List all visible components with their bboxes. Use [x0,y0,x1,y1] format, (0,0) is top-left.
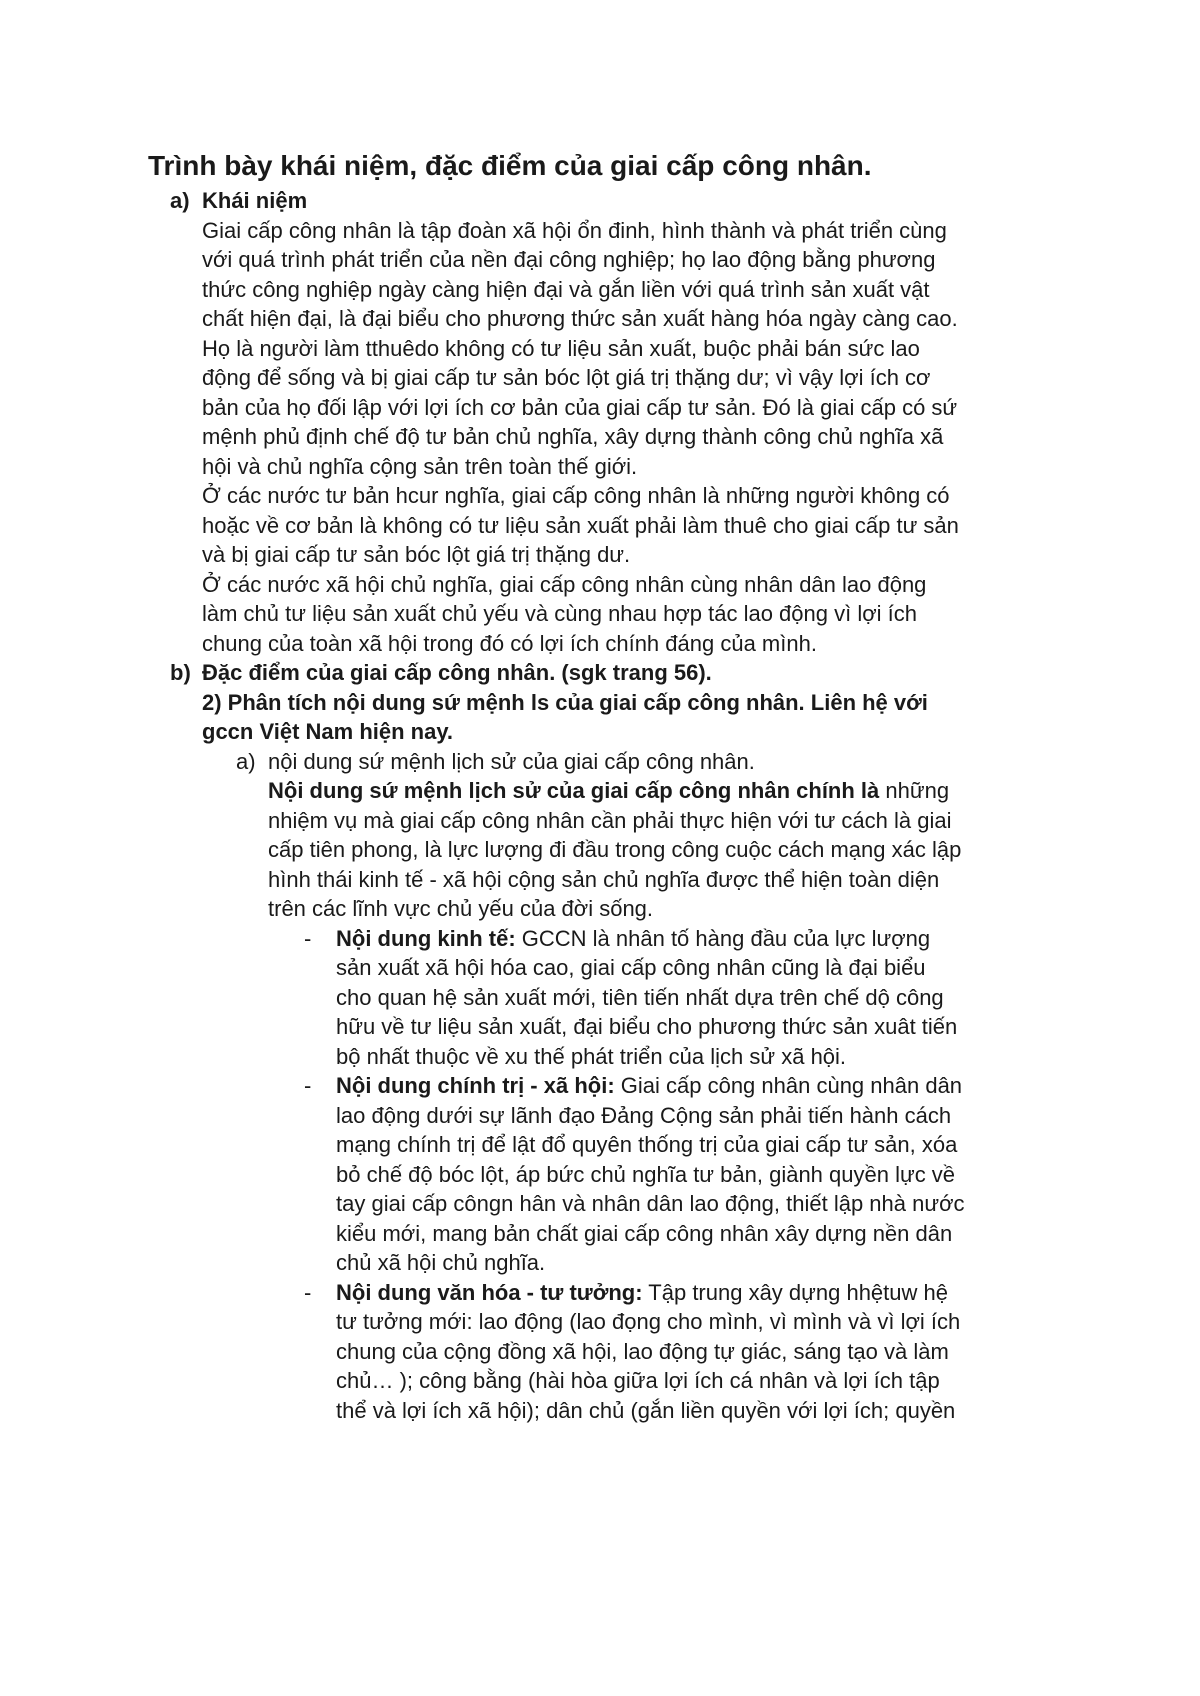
bullet-line: tay giai cấp côngn hân và nhân dân lao động, thiết lập nhà nước [336,1191,965,1216]
question-heading-line: gccn Việt Nam hiện nay. [202,719,454,744]
paragraph-line: với quá trình phát triển của nền đại công nghiệp; họ lao động bằng phương [202,247,936,272]
paragraph-line: chất hiện đại, là đại biểu cho phương thức sản xuất hàng hóa ngày càng cao. [202,306,958,331]
paragraph-line: hội và chủ nghĩa cộng sản trên toàn thế giới. [202,454,638,479]
bullet-line: hữu về tư liệu sản xuất, đại biểu cho phương thức sản xuât tiến [336,1014,958,1039]
intro-bold-text: Nội dung sứ mệnh lịch sử của giai cấp công nhân chính là [268,778,880,803]
bullet-dash: - [304,1073,312,1098]
paragraph-line: trên các lĩnh vực chủ yếu của đời sống. [268,896,654,921]
intro-rest-text: những [879,778,950,803]
bullet-label: Nội dung văn hóa - tư tưởng: [336,1280,643,1305]
paragraph-line: thức công nghiệp ngày càng hiện đại và gắn liền với quá trình sản xuất vật [202,277,930,302]
paragraph-line: Họ là người làm tthuêdo không có tư liệu sản xuất, buộc phải bán sức lao [202,336,920,361]
section-b-marker: b) [170,660,191,685]
bullet-line: sản xuất xã hội hóa cao, giai cấp công nhân cũng là đại biểu [336,955,926,980]
bullet-label: Nội dung kinh tế: [336,926,516,951]
bullet-first-line [336,1070,962,1102]
subsection-a-heading: nội dung sứ mệnh lịch sử của giai cấp công nhân. [268,749,755,774]
paragraph-line: nhiệm vụ mà giai cấp công nhân cần phải thực hiện với tư cách là giai [268,808,952,833]
bullet-line: chủ xã hội chủ nghĩa. [336,1250,546,1275]
bullet-line: chung của cộng đồng xã hội, lao động tự giác, sáng tạo và làm [336,1339,949,1364]
bullet-first-line [336,923,930,955]
bullet-line: thể và lợi ích xã hội); dân chủ (gắn liền quyền với lợi ích; quyền [336,1398,956,1423]
page-title: Trình bày khái niệm, đặc điểm của giai cấp công nhân. [148,150,872,181]
paragraph-line: chung của toàn xã hội trong đó có lợi ích chính đáng của mình. [202,631,817,656]
section-a-heading: Khái niệm [202,188,308,213]
bullet-line: bỏ chế độ bóc lột, áp bức chủ nghĩa tư bản, giành quyền lực về [336,1162,956,1187]
paragraph-line: hoặc về cơ bản là không có tư liệu sản xuất phải làm thuê cho giai cấp tư sản [202,513,959,538]
paragraph-line: mệnh phủ định chế độ tư bản chủ nghĩa, xây dựng thành công chủ nghĩa xã [202,424,944,449]
bullet-line: kiểu mới, mang bản chất giai cấp công nhân xây dựng nền dân [336,1221,953,1246]
bullet-dash: - [304,1280,312,1305]
section-b-heading: Đặc điểm của giai cấp công nhân. (sgk trang 56). [202,660,712,685]
bullet-line: chủ… ); công bằng (hài hòa giữa lợi ích cá nhân và lợi ích tập [336,1368,940,1393]
paragraph-line: Ở các nước tư bản hcur nghĩa, giai cấp công nhân là những người không có [202,483,950,508]
intro-line [268,775,949,807]
bullet-text: Tập trung xây dựng hhệtuw hệ [642,1280,948,1305]
paragraph-line: động để sống và bị giai cấp tư sản bóc lột giá trị thặng dư; vì vậy lợi ích cơ [202,365,931,390]
paragraph-line: hình thái kinh tế - xã hội cộng sản chủ nghĩa được thể hiện toàn diện [268,867,940,892]
bullet-line: mạng chính trị để lật đổ quyên thống trị của giai cấp tư sản, xóa [336,1132,958,1157]
bullet-text: Giai cấp công nhân cùng nhân dân [614,1073,963,1098]
bullet-line: tư tưởng mới: lao động (lao đọng cho mình, vì mình và vì lợi ích [336,1309,961,1334]
paragraph-line: bản của họ đối lập với lợi ích cơ bản của giai cấp tư sản. Đó là giai cấp có sứ [202,395,958,420]
question-heading-line: 2) Phân tích nội dung sứ mệnh ls của giai cấp công nhân. Liên hệ với [202,690,928,715]
section-a-marker: a) [170,188,190,213]
bullet-text: GCCN là nhân tố hàng đầu của lực lượng [515,926,931,951]
bullet-line: lao động dưới sự lãnh đạo Đảng Cộng sản phải tiến hành cách [336,1103,952,1128]
paragraph-line: và bị giai cấp tư sản bóc lột giá trị thặng dư. [202,542,631,567]
paragraph-line: Ở các nước xã hội chủ nghĩa, giai cấp công nhân cùng nhân dân lao động [202,572,927,597]
bullet-label: Nội dung chính trị - xã hội: [336,1073,615,1098]
paragraph-line: làm chủ tư liệu sản xuất chủ yếu và cùng nhau hợp tác lao động vì lợi ích [202,601,917,626]
bullet-line: bộ nhất thuộc về xu thế phát triển của lịch sử xã hội. [336,1044,847,1069]
bullet-dash: - [304,926,312,951]
paragraph-line: cấp tiên phong, là lực lượng đi đầu trong công cuộc cách mạng xác lập [268,837,962,862]
bullet-line: cho quan hệ sản xuất mới, tiên tiến nhất dựa trên chế dộ công [336,985,944,1010]
subsection-a-marker: a) [236,749,256,774]
paragraph-line: Giai cấp công nhân là tập đoàn xã hội ổn đinh, hình thành và phát triển cùng [202,218,947,243]
bullet-first-line [336,1277,948,1309]
